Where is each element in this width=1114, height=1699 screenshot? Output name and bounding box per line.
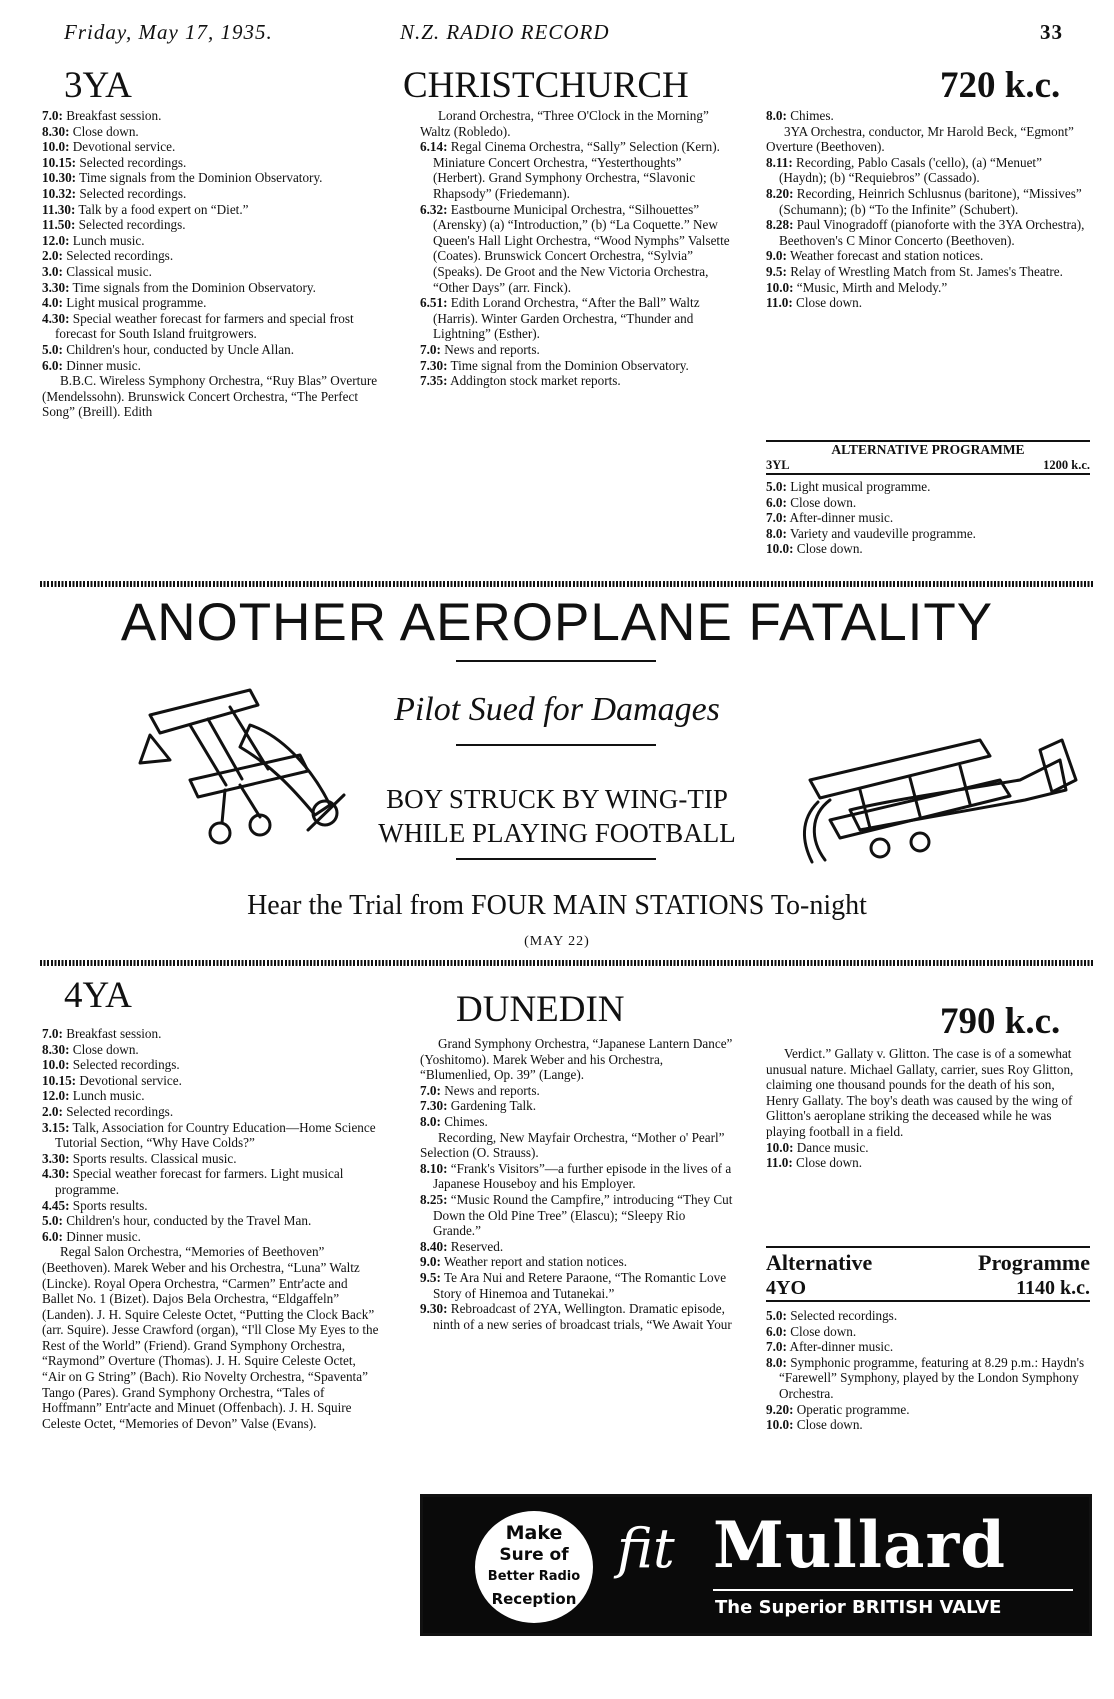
entry-text: Close down.: [72, 123, 139, 139]
entry-time: 3.15:: [42, 1119, 70, 1135]
entry-time: 9.0:: [420, 1254, 441, 1270]
programme-entry: [420, 1270, 735, 1301]
entry-time: 8.0:: [766, 525, 787, 541]
alternative-heading: [766, 1246, 1090, 1276]
entry-text: Breakfast session.: [66, 1026, 162, 1041]
entry-time: 4.0:: [42, 295, 63, 311]
entry-text: Selected recordings.: [66, 1103, 174, 1119]
entry-time: 10.0:: [42, 1057, 70, 1073]
programme-column-3: [766, 1046, 1090, 1171]
entry-text: Special weather forecast for farmers and special frost forecast for South Island fruitgrowers.: [55, 310, 354, 342]
programme-entry: [766, 495, 1090, 511]
alternative-heading-left: Alternative: [766, 1250, 873, 1275]
entry-time: 8.11:: [766, 154, 793, 170]
entry-text: Reserved.: [450, 1238, 504, 1254]
entry-text: Verdict.” Gallaty v. Glitton. The case is of a somewhat unusual nature. Michael Gallaty, carrier, sues Roy Glitton, claiming one thousand pounds for the death of his son, Henry Gallaty. The boy's death was caused by the wing of Glitton's aeroplane striking the deceased while he was playing football in a field.: [766, 1046, 1074, 1139]
badge-line-2: Sure of: [499, 1545, 569, 1565]
programme-entry: [42, 295, 382, 311]
alternative-heading-right: Programme: [978, 1250, 1090, 1275]
programme-column-2: [420, 108, 735, 389]
entry-text: After-dinner music.: [789, 510, 894, 526]
programme-entry: [766, 186, 1090, 217]
entry-time: 7.35:: [420, 373, 448, 389]
feature-line-1: BOY STRUCK BY WING-TIP: [386, 784, 728, 814]
entry-time: 11.0:: [766, 295, 793, 311]
divider-dots-bottom: [40, 960, 1094, 966]
entry-text: Grand Symphony Orchestra, “Japanese Lantern Dance” (Yoshitomo). Marek Weber and his Orchestra, “Blumenlied, Op. 39” (Lange).: [420, 1036, 733, 1083]
advert-brand: Mullard: [713, 1508, 1006, 1583]
entry-text: Recording, New Mayfair Orchestra, “Mother o' Pearl” Selection (O. Strauss).: [420, 1129, 725, 1161]
entry-text: Light musical programme.: [790, 479, 931, 494]
issue-date: Friday, May 17, 1935.: [64, 20, 273, 44]
feature-headline: ANOTHER AEROPLANE FATALITY: [120, 593, 994, 652]
entry-text: Dinner music.: [66, 1228, 141, 1244]
programme-entry: [766, 479, 1090, 495]
entry-text: Time signal from the Dominion Observatory.: [450, 357, 689, 373]
entry-time: 9.20:: [766, 1401, 794, 1417]
alternative-station-row: [766, 1276, 1090, 1302]
entry-text: Selected recordings.: [790, 1308, 898, 1323]
programme-entry: [420, 342, 735, 358]
entry-time: 7.0:: [420, 1082, 441, 1098]
programme-entry: [766, 217, 1090, 248]
programme-entry: [766, 526, 1090, 542]
programme-entry: [42, 155, 382, 171]
entry-text: Talk, Association for Country Education—Home Science Tutorial Section, “Why Have Colds?”: [55, 1119, 376, 1151]
programme-entry: [420, 1098, 735, 1114]
entry-text: News and reports.: [444, 341, 540, 357]
entry-text: Dinner music.: [66, 357, 141, 373]
entry-time: 3.0:: [42, 263, 63, 279]
entry-text: 3YA Orchestra, conductor, Mr Harold Beck, “Egmont” Overture (Beethoven).: [766, 123, 1074, 155]
entry-time: 10.32:: [42, 185, 77, 201]
entry-time: 9.0:: [766, 248, 787, 264]
entry-text: Sports results. Classical music.: [72, 1150, 237, 1166]
programme-entry: [42, 1166, 382, 1197]
alternative-station-row: [766, 458, 1090, 475]
programme-entry: [42, 1213, 382, 1229]
programme-entry: [42, 373, 382, 420]
programme-entry: [42, 233, 382, 249]
entry-time: 10.15:: [42, 154, 77, 170]
programme-entry: [42, 1229, 382, 1245]
entry-time: 10.0:: [766, 541, 794, 557]
station-frequency: 720 k.c.: [940, 65, 1061, 106]
programme-entry: [42, 124, 382, 140]
programme-entry: [42, 1026, 382, 1042]
entry-time: 10.0:: [42, 139, 70, 155]
entry-text: Weather forecast and station notices.: [789, 248, 984, 264]
programme-entry: [420, 1083, 735, 1099]
entry-text: Eastbourne Municipal Orchestra, “Silhouettes” (Arensky) (a) “Introduction,” (b) “La Coquette.” New Queen's Hall Light Orchestra, “Wood Nymphs” Valsette (Coates). Brunswick Concert Orchestra, “Sylvia” (Speaks). De Groot and the New Victoria Orchestra, “Other Days” (arr. Finck).: [433, 201, 730, 295]
entry-text: Rebroadcast of 2YA, Wellington. Dramatic episode, ninth of a new series of broadcast trials, “We Await Your: [433, 1301, 732, 1332]
entry-time: 6.0:: [42, 1228, 63, 1244]
entry-text: Light musical programme.: [66, 295, 207, 311]
programme-entry: [766, 295, 1090, 311]
badge-line-3: Better Radio: [487, 1569, 581, 1584]
programme-entry: [766, 124, 1090, 155]
entry-text: Selected recordings.: [78, 217, 186, 233]
programme-entry: [420, 108, 735, 139]
entry-time: 11.50:: [42, 217, 76, 233]
programme-entry: [42, 1057, 382, 1073]
programme-entry: [766, 264, 1090, 280]
entry-text: Close down.: [72, 1041, 139, 1057]
entry-time: 7.0:: [766, 1339, 787, 1355]
biplane-illustration-right: [790, 720, 1080, 870]
programme-entry: [42, 202, 382, 218]
programme-entry: [42, 1042, 382, 1058]
entry-time: 8.30:: [42, 1041, 70, 1057]
entry-time: 12.0:: [42, 1088, 70, 1104]
mullard-advertisement: [420, 1494, 1092, 1636]
station-call-sign: 3YA: [64, 65, 132, 106]
entry-text: Symphonic programme, featuring at 8.29 p.m.: Haydn's “Farewell” Symphony, played by the London Symphony Orchestra.: [779, 1354, 1085, 1401]
broadcast-notice: Hear the Trial from FOUR MAIN STATIONS To-night: [247, 890, 867, 921]
programme-entry: [766, 1402, 1090, 1418]
entry-time: 9.5:: [766, 263, 787, 279]
programme-entry: [42, 264, 382, 280]
entry-time: 7.30:: [420, 1098, 448, 1114]
entry-text: Recording, Pablo Casals ('cello), (a) “Menuet” (Haydn); (b) “Requiebros” (Cassado).: [779, 154, 1042, 186]
programme-entry: [42, 358, 382, 374]
entry-time: 9.5:: [420, 1269, 441, 1285]
entry-text: Devotional service.: [79, 1072, 182, 1088]
advert-tagline: The Superior BRITISH VALVE: [715, 1597, 1002, 1618]
entry-time: 10.15:: [42, 1072, 77, 1088]
divider-dots-top: [40, 581, 1094, 587]
entry-time: 3.30:: [42, 1150, 70, 1166]
entry-time: 8.0:: [766, 1354, 787, 1370]
programme-entry: [766, 280, 1090, 296]
programme-entry: [766, 510, 1090, 526]
programme-entry: [420, 1254, 735, 1270]
programme-entry: [42, 1120, 382, 1151]
entry-text: Operatic programme.: [796, 1401, 910, 1417]
programme-entry: [42, 1073, 382, 1089]
programme-entry: [42, 1151, 382, 1167]
programme-entry: [766, 1155, 1090, 1171]
programme-entry: [420, 1301, 735, 1332]
entry-text: Lunch music.: [72, 1088, 145, 1104]
advert-rule: [713, 1589, 1073, 1591]
entry-text: Selected recordings.: [72, 1057, 180, 1073]
entry-text: Regal Cinema Orchestra, “Sally” Selection (Kern). Miniature Concert Orchestra, “Yesterthoughts” (Herbert). Grand Symphony Orchestra, “Slavonic Rhapsody” (Friedemann).: [433, 139, 720, 201]
entry-text: Recording, Heinrich Schlusnus (baritone), “Missives” (Schumann); (b) “To the Infinite” (Schubert).: [779, 185, 1082, 217]
programme-entry: [42, 1244, 382, 1431]
programme-entry: [420, 358, 735, 374]
programme-entry: [420, 139, 735, 201]
badge-line-1: Make: [505, 1522, 563, 1544]
entry-text: After-dinner music.: [789, 1339, 894, 1355]
entry-text: Time signals from the Dominion Observatory.: [72, 279, 316, 295]
entry-text: Selected recordings.: [79, 154, 187, 170]
entry-time: 3.30:: [42, 279, 70, 295]
entry-time: 2.0:: [42, 248, 63, 264]
programme-entry: [42, 186, 382, 202]
entry-time: 7.0:: [766, 510, 787, 526]
programme-entry: [766, 541, 1090, 557]
entry-text: Special weather forecast for farmers. Light musical programme.: [55, 1166, 344, 1197]
programme-column-1: [42, 108, 382, 420]
biplane-illustration-left: [130, 685, 350, 855]
programme-entry: [42, 139, 382, 155]
entry-time: 7.0:: [42, 108, 63, 123]
entry-text: Sports results.: [72, 1197, 148, 1213]
programme-entry: [420, 1130, 735, 1161]
advert-fit: fit: [617, 1517, 675, 1580]
entry-text: News and reports.: [444, 1082, 540, 1098]
entry-text: Close down.: [796, 1417, 863, 1433]
feature-subhead: Pilot Sued for Damages: [394, 691, 720, 728]
entry-text: Weather report and station notices.: [443, 1254, 628, 1270]
alternative-programme-box: [766, 1246, 1090, 1433]
programme-entry: [766, 1339, 1090, 1355]
programme-entry: [766, 1308, 1090, 1324]
entry-time: 7.0:: [42, 1026, 63, 1041]
entry-text: Paul Vinogradoff (pianoforte with the 3YA Orchestra), Beethoven's C Minor Concerto (Beethoven).: [779, 217, 1085, 248]
entry-time: 8.10:: [420, 1160, 448, 1176]
city-title: DUNEDIN: [456, 989, 625, 1030]
station-frequency: 790 k.c.: [940, 1001, 1061, 1042]
entry-text: Children's hour, conducted by Uncle Allan.: [66, 341, 295, 357]
entry-text: Dance music.: [796, 1139, 869, 1155]
entry-time: 9.30:: [420, 1301, 448, 1317]
programme-entry: [420, 1114, 735, 1130]
programme-entry: [420, 1161, 735, 1192]
alternative-heading: ALTERNATIVE PROGRAMME: [766, 440, 1090, 458]
entry-time: 10.0:: [766, 1417, 794, 1433]
entry-text: Addington stock market reports.: [450, 373, 621, 389]
station-call-sign: 4YA: [64, 975, 132, 1016]
alternative-station: 4YO: [766, 1277, 806, 1299]
programme-entry: [42, 108, 382, 124]
programme-entry: [420, 202, 735, 296]
entry-time: 5.0:: [42, 1213, 63, 1229]
entry-time: 10.30:: [42, 170, 77, 186]
programme-entry: [766, 1417, 1090, 1433]
entry-time: 2.0:: [42, 1103, 63, 1119]
entry-text: Edith Lorand Orchestra, “After the Ball” Waltz (Harris). Winter Garden Orchestra, “Thunder and Lightning” (Esther).: [433, 295, 700, 342]
entry-text: Lunch music.: [72, 232, 145, 248]
badge-line-4: Reception: [491, 1590, 577, 1608]
feature-line-2: WHILE PLAYING FOOTBALL: [378, 818, 736, 848]
entry-time: 8.0:: [766, 108, 787, 123]
entry-text: Regal Salon Orchestra, “Memories of Beethoven” (Beethoven). Marek Weber and his Orchestra, “Luna” Waltz (Lincke). Royal Opera Orchestra, “Carmen” Entr'acte and Ballet No. 1 (Bizet). Dajos Bela Orchestra, “Eldgaffeln” (Landen). J. H. Squire Celeste Octet, “Putting the Clock Back” (arr. Squire). Jesse Crawford (organ), “I'll Close My Eyes to the Rest of the World” (Friend). Grand Symphony Orchestra, “Raymond” Overture (Thomas). J. H. Squire Celeste Octet, “Air on G String” (Bach). Rio Novelty Orchestra, “Spaventa” Tango (Pares). Grand Symphony Orchestra, “Tales of Hoffmann” Entr'acte and Minuet (Offenbach). J. H. Squire Celeste Octet, “Memories of Devon” Valse (Evans).: [42, 1244, 379, 1431]
entry-text: Close down.: [790, 494, 857, 510]
subhead-rule: [456, 744, 656, 746]
entry-time: 6.51:: [420, 295, 448, 311]
entry-time: 4.30:: [42, 310, 70, 326]
entry-text: Selected recordings.: [66, 248, 174, 264]
programme-entry: [42, 248, 382, 264]
programme-column-1: [42, 1026, 382, 1431]
alternative-list: [766, 479, 1090, 557]
programme-entry: [42, 342, 382, 358]
entry-time: 7.30:: [420, 357, 448, 373]
alternative-frequency: 1140 k.c.: [1016, 1277, 1090, 1299]
entry-text: Chimes.: [444, 1113, 488, 1129]
entry-text: Devotional service.: [72, 139, 176, 155]
entry-time: 4.45:: [42, 1197, 70, 1213]
entry-time: 5.0:: [766, 479, 787, 494]
programme-entry: [42, 1198, 382, 1214]
entry-text: Variety and vaudeville programme.: [789, 525, 976, 541]
entry-text: Selected recordings.: [79, 185, 187, 201]
programme-entry: [766, 248, 1090, 264]
alternative-station: 3YL: [766, 458, 790, 472]
feature-rule: [456, 858, 656, 860]
entry-text: Gardening Talk.: [450, 1098, 537, 1114]
broadcast-date: (MAY 22): [524, 934, 590, 949]
entry-text: Children's hour, conducted by the Travel Man.: [66, 1213, 312, 1229]
programme-column-3: [766, 108, 1090, 311]
entry-time: 8.30:: [42, 123, 70, 139]
programme-entry: [420, 1036, 735, 1083]
programme-entry: [766, 1140, 1090, 1156]
programme-entry: [420, 373, 735, 389]
entry-time: 8.28:: [766, 217, 794, 233]
entry-time: 11.0:: [766, 1155, 793, 1171]
programme-column-2: [420, 1036, 735, 1332]
entry-text: Relay of Wrestling Match from St. James's Theatre.: [790, 263, 1063, 279]
entry-text: Talk by a food expert on “Diet.”: [78, 201, 249, 217]
entry-text: Close down.: [796, 1155, 862, 1171]
entry-time: 8.0:: [420, 1113, 441, 1129]
entry-text: Lorand Orchestra, “Three O'Clock in the Morning” Waltz (Robledo).: [420, 108, 709, 139]
city-title: CHRISTCHURCH: [403, 65, 689, 106]
entry-text: Time signals from the Dominion Observatory.: [79, 170, 323, 186]
entry-time: 6.0:: [766, 1323, 787, 1339]
entry-time: 11.30:: [42, 201, 76, 217]
entry-text: Te Ara Nui and Retere Paraone, “The Romantic Love Story of Hinemoa and Tutanekai.”: [433, 1269, 727, 1301]
entry-time: 6.0:: [766, 494, 787, 510]
programme-entry: [42, 1088, 382, 1104]
entry-time: 5.0:: [42, 341, 63, 357]
entry-text: “Frank's Visitors”—a further episode in the lives of a Japanese Houseboy and his Employer.: [433, 1160, 732, 1192]
entry-text: Classical music.: [66, 263, 152, 279]
entry-time: 8.20:: [766, 185, 794, 201]
entry-time: 4.30:: [42, 1166, 70, 1182]
entry-time: 6.14:: [420, 139, 448, 155]
alternative-frequency: 1200 k.c.: [1043, 458, 1090, 472]
programme-entry: [420, 295, 735, 342]
entry-time: 12.0:: [42, 232, 70, 248]
entry-text: “Music, Mirth and Melody.”: [796, 279, 948, 295]
entry-text: “Music Round the Campfire,” introducing “They Cut Down the Old Pine Tree” (Elascu); “Sleepy Rio Grande.”: [433, 1191, 733, 1239]
programme-entry: [766, 1355, 1090, 1402]
programme-entry: [42, 217, 382, 233]
advert-badge: [475, 1511, 593, 1623]
programme-entry: [42, 280, 382, 296]
entry-time: 10.0:: [766, 1139, 794, 1155]
alternative-list: [766, 1308, 1090, 1433]
programme-entry: [420, 1192, 735, 1239]
entry-text: Chimes.: [790, 108, 834, 123]
entry-time: 6.32:: [420, 201, 448, 217]
entry-time: 8.40:: [420, 1238, 448, 1254]
programme-entry: [42, 170, 382, 186]
entry-text: Breakfast session.: [66, 108, 162, 123]
publication-name: N.Z. RADIO RECORD: [400, 20, 610, 44]
entry-time: 8.25:: [420, 1191, 448, 1207]
programme-entry: [42, 311, 382, 342]
programme-entry: [766, 155, 1090, 186]
entry-time: 6.0:: [42, 357, 63, 373]
entry-text: Close down.: [796, 295, 862, 311]
page-number: 33: [1040, 20, 1063, 44]
entry-text: B.B.C. Wireless Symphony Orchestra, “Ruy Blas” Overture (Mendelssohn). Brunswick Concert Orchestra, “The Perfect Song” (Breill). Edith: [42, 373, 378, 420]
entry-time: 5.0:: [766, 1308, 787, 1323]
alternative-programme-box: [766, 440, 1090, 557]
entry-text: Close down.: [790, 1323, 857, 1339]
entry-time: 7.0:: [420, 341, 441, 357]
programme-entry: [420, 1239, 735, 1255]
programme-entry: [766, 108, 1090, 124]
programme-entry: [42, 1104, 382, 1120]
entry-time: 10.0:: [766, 279, 794, 295]
headline-rule: [456, 660, 656, 662]
programme-entry: [766, 1046, 1090, 1140]
programme-entry: [766, 1324, 1090, 1340]
entry-text: Close down.: [796, 541, 863, 557]
